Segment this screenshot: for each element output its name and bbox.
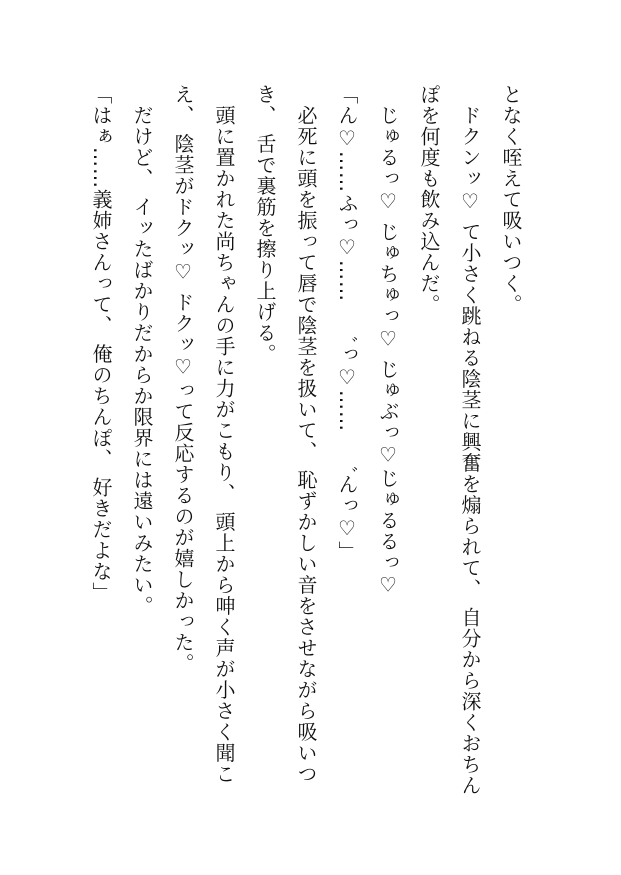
- text-line: ドクンッ♡ て小さく跳ねる陰茎に興奮を煽られて、 自分から深くおちん: [458, 84, 482, 796]
- text-line: じゅるっ♡ じゅちゅっ♡ じゅぶっ♡じゅるるっ♡: [376, 84, 400, 598]
- text-line: え、 陰茎がドクッ♡ ドクッ♡って反応するのが嬉しかった。: [171, 84, 195, 674]
- text-line: だけど、 イッたばかりだからか限界には遠いみたい。: [130, 84, 154, 617]
- text-line: 必死に頭を振って唇で陰茎を扱いて、 恥ずかしい音をさせながら吸いつ: [294, 84, 318, 785]
- text-line: となく咥えて吸いつく。: [499, 84, 523, 315]
- text-line: き、 舌で裏筋を擦り上げる。: [253, 84, 277, 365]
- text-line: ぽを何度も飲み込んだ。: [417, 84, 441, 315]
- text-line: 「はぁ……義姉さんって、 俺のちんぽ、 好きだよな」: [89, 84, 113, 603]
- vertical-text-block: [80, 84, 531, 824]
- text-line: 頭に置かれた尚ちゃんの手に力がこもり、 頭上から呻く声が小さく聞こ: [212, 84, 236, 785]
- text-line: 「ん♡……ふっ♡…… ゛っ♡…… ゛んっ♡」: [335, 84, 359, 562]
